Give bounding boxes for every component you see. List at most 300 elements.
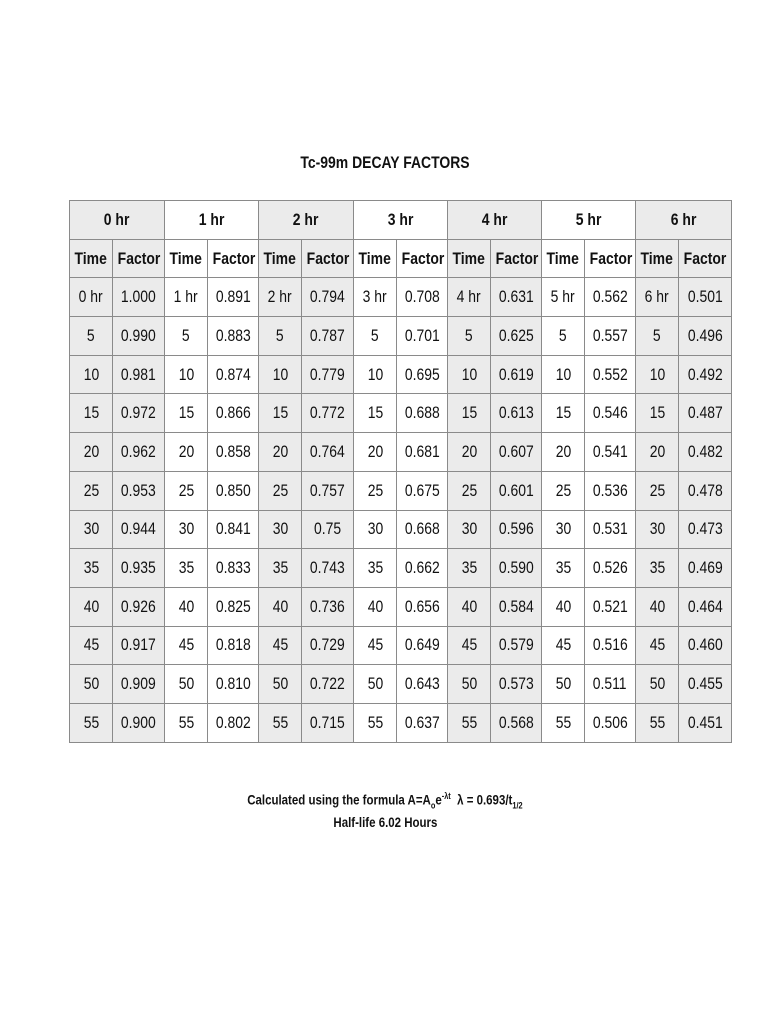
time-cell-value: 20 xyxy=(555,441,571,461)
time-cell-value: 10 xyxy=(272,364,288,384)
sub-header-label: Time xyxy=(74,248,108,268)
time-cell-value: 55 xyxy=(272,712,288,732)
time-cell-value: 15 xyxy=(367,403,383,423)
decay-factor-table xyxy=(69,200,732,743)
sub-header-time xyxy=(165,239,208,278)
time-cell-value: 5 xyxy=(276,325,284,345)
sub-header-factor xyxy=(679,239,732,278)
time-cell xyxy=(70,703,113,742)
time-cell-value: 25 xyxy=(367,480,383,500)
time-cell-value: 15 xyxy=(649,403,665,423)
factor-cell-value: 0.487 xyxy=(687,403,723,423)
formula-exponent: -λt xyxy=(441,791,451,801)
time-cell-value: 30 xyxy=(367,519,383,539)
time-cell xyxy=(448,510,491,549)
group-header-2 xyxy=(259,201,354,240)
formula-subscript-o: o xyxy=(430,800,436,811)
factor-cell xyxy=(491,626,542,665)
factor-cell-value: 0.972 xyxy=(121,403,156,423)
factor-cell-value: 0.596 xyxy=(498,519,534,539)
time-cell-value: 6 hr xyxy=(644,287,670,307)
factor-cell xyxy=(585,549,636,588)
factor-cell xyxy=(302,278,354,317)
time-cell-value: 25 xyxy=(461,480,477,500)
factor-cell-value: 0.883 xyxy=(215,325,251,345)
time-cell xyxy=(259,471,302,510)
time-cell-value: 40 xyxy=(555,596,571,616)
factor-cell xyxy=(679,703,732,742)
sub-header-label: Time xyxy=(452,248,486,268)
factor-cell-value: 0.511 xyxy=(593,674,627,694)
factor-cell xyxy=(491,471,542,510)
time-cell xyxy=(354,549,397,588)
sub-header-label: Time xyxy=(358,248,392,268)
time-cell-value: 40 xyxy=(649,596,665,616)
factor-cell xyxy=(491,703,542,742)
factor-cell-value: 0.536 xyxy=(592,480,628,500)
formula-prefix: Calculated using the formula A=A xyxy=(247,791,431,808)
time-cell-value: 35 xyxy=(83,558,99,578)
table-row xyxy=(70,587,732,626)
factor-cell-value: 0.573 xyxy=(498,674,534,694)
time-cell-value: 5 xyxy=(371,325,379,345)
time-cell-value: 10 xyxy=(461,364,477,384)
factor-cell xyxy=(397,471,448,510)
time-cell-value: 45 xyxy=(272,635,288,655)
factor-cell-value: 0.681 xyxy=(404,441,440,461)
factor-cell xyxy=(585,626,636,665)
factor-cell xyxy=(491,510,542,549)
factor-cell-value: 0.757 xyxy=(310,480,345,500)
time-cell xyxy=(636,433,679,472)
factor-cell xyxy=(491,433,542,472)
time-cell xyxy=(354,317,397,356)
time-cell xyxy=(636,510,679,549)
time-cell-value: 50 xyxy=(178,674,194,694)
factor-cell xyxy=(585,510,636,549)
table-row xyxy=(70,626,732,665)
factor-cell-value: 0.464 xyxy=(687,596,723,616)
time-cell-value: 5 xyxy=(653,325,661,345)
sub-header-label: Factor xyxy=(117,248,161,268)
time-cell-value: 10 xyxy=(367,364,383,384)
factor-cell-value: 0.516 xyxy=(592,635,628,655)
factor-cell xyxy=(113,549,165,588)
time-cell xyxy=(448,317,491,356)
time-cell xyxy=(354,355,397,394)
time-cell xyxy=(70,665,113,704)
factor-cell-value: 0.482 xyxy=(687,441,723,461)
time-cell xyxy=(259,665,302,704)
formula-subscript-half: 1/2 xyxy=(512,800,523,811)
group-header-label: 4 hr xyxy=(481,209,508,229)
factor-cell-value: 0.841 xyxy=(215,519,251,539)
time-cell-value: 40 xyxy=(367,596,383,616)
time-cell-value: 30 xyxy=(178,519,194,539)
factor-cell-value: 0.688 xyxy=(404,403,440,423)
group-header-label: 3 hr xyxy=(387,209,414,229)
factor-cell-value: 0.619 xyxy=(498,364,534,384)
factor-cell-value: 0.926 xyxy=(121,596,156,616)
factor-cell xyxy=(679,587,732,626)
factor-cell xyxy=(302,703,354,742)
factor-cell xyxy=(113,471,165,510)
group-header-label: 1 hr xyxy=(198,209,225,229)
factor-cell xyxy=(113,703,165,742)
time-cell xyxy=(448,665,491,704)
sub-header-label: Factor xyxy=(683,248,727,268)
time-cell-value: 15 xyxy=(178,403,194,423)
factor-cell-value: 0.631 xyxy=(498,287,534,307)
table-body xyxy=(70,278,732,742)
factor-cell xyxy=(679,278,732,317)
time-cell-value: 50 xyxy=(555,674,571,694)
factor-cell-value: 0.729 xyxy=(310,635,345,655)
sub-header-time xyxy=(542,239,585,278)
table-row xyxy=(70,278,732,317)
factor-cell-value: 0.794 xyxy=(310,287,345,307)
group-header-4 xyxy=(448,201,542,240)
factor-cell-value: 0.695 xyxy=(404,364,440,384)
time-cell-value: 40 xyxy=(83,596,99,616)
time-cell-value: 50 xyxy=(367,674,383,694)
sub-header-factor xyxy=(585,239,636,278)
factor-cell xyxy=(491,355,542,394)
factor-cell-value: 0.944 xyxy=(121,519,156,539)
factor-cell-value: 0.810 xyxy=(215,674,251,694)
factor-cell-value: 0.656 xyxy=(404,596,440,616)
factor-cell-value: 0.917 xyxy=(121,635,156,655)
factor-cell-value: 0.662 xyxy=(404,558,440,578)
factor-cell-value: 0.562 xyxy=(592,287,628,307)
factor-cell-value: 0.909 xyxy=(121,674,156,694)
time-cell xyxy=(542,626,585,665)
factor-cell-value: 0.736 xyxy=(310,596,345,616)
factor-cell xyxy=(491,587,542,626)
table-row xyxy=(70,665,732,704)
time-cell-value: 5 xyxy=(559,325,567,345)
factor-cell xyxy=(491,317,542,356)
group-header-1 xyxy=(165,201,259,240)
time-cell-value: 25 xyxy=(272,480,288,500)
factor-cell xyxy=(585,278,636,317)
factor-cell-value: 0.552 xyxy=(592,364,628,384)
time-cell-value: 5 xyxy=(87,325,95,345)
time-cell-value: 50 xyxy=(649,674,665,694)
time-cell-value: 35 xyxy=(272,558,288,578)
time-cell xyxy=(354,587,397,626)
factor-cell-value: 0.451 xyxy=(687,712,723,732)
time-cell xyxy=(259,587,302,626)
sub-header-time xyxy=(354,239,397,278)
time-cell xyxy=(354,510,397,549)
factor-cell-value: 0.708 xyxy=(404,287,440,307)
factor-cell-value: 0.613 xyxy=(498,403,534,423)
time-cell xyxy=(70,510,113,549)
factor-cell-value: 0.858 xyxy=(215,441,251,461)
factor-cell xyxy=(397,703,448,742)
time-cell xyxy=(448,355,491,394)
time-cell xyxy=(542,703,585,742)
factor-cell xyxy=(302,587,354,626)
time-cell-value: 40 xyxy=(178,596,194,616)
sub-header-label: Factor xyxy=(401,248,445,268)
factor-cell-value: 0.874 xyxy=(215,364,251,384)
time-cell-value: 35 xyxy=(461,558,477,578)
factor-cell xyxy=(397,278,448,317)
factor-cell xyxy=(113,278,165,317)
factor-cell xyxy=(302,317,354,356)
time-cell-value: 45 xyxy=(555,635,571,655)
table-row xyxy=(70,510,732,549)
factor-cell xyxy=(679,626,732,665)
factor-cell-value: 0.557 xyxy=(592,325,628,345)
factor-cell xyxy=(302,626,354,665)
time-cell-value: 15 xyxy=(83,403,99,423)
factor-cell-value: 0.526 xyxy=(592,558,628,578)
group-header-6 xyxy=(636,201,732,240)
factor-cell xyxy=(302,433,354,472)
factor-cell-value: 0.891 xyxy=(215,287,251,307)
factor-cell xyxy=(302,355,354,394)
factor-cell-value: 0.850 xyxy=(215,480,251,500)
factor-cell xyxy=(302,510,354,549)
sub-header-label: Time xyxy=(263,248,297,268)
factor-cell-value: 0.601 xyxy=(498,480,534,500)
factor-cell-value: 0.473 xyxy=(687,519,723,539)
time-cell xyxy=(636,278,679,317)
time-cell xyxy=(259,549,302,588)
time-cell-value: 20 xyxy=(178,441,194,461)
factor-cell xyxy=(208,394,259,433)
time-cell xyxy=(636,587,679,626)
time-cell xyxy=(542,433,585,472)
time-cell xyxy=(542,587,585,626)
sub-header-row xyxy=(70,239,732,278)
time-cell-value: 10 xyxy=(178,364,194,384)
formula-e: e xyxy=(435,791,442,808)
factor-cell xyxy=(208,510,259,549)
factor-cell xyxy=(585,317,636,356)
time-cell xyxy=(448,587,491,626)
factor-cell-value: 0.818 xyxy=(215,635,251,655)
time-cell xyxy=(165,394,208,433)
factor-cell xyxy=(113,626,165,665)
factor-cell-value: 0.743 xyxy=(310,558,345,578)
time-cell xyxy=(259,355,302,394)
factor-cell-value: 0.506 xyxy=(592,712,628,732)
time-cell-value: 0 hr xyxy=(78,287,104,307)
factor-cell-value: 0.75 xyxy=(313,519,342,539)
factor-cell xyxy=(491,665,542,704)
time-cell-value: 1 hr xyxy=(173,287,199,307)
time-cell xyxy=(70,471,113,510)
time-cell xyxy=(542,394,585,433)
sub-header-time xyxy=(259,239,302,278)
table-row xyxy=(70,549,732,588)
time-cell xyxy=(448,394,491,433)
time-cell xyxy=(542,355,585,394)
factor-cell xyxy=(397,587,448,626)
factor-cell xyxy=(113,355,165,394)
time-cell xyxy=(259,317,302,356)
factor-cell-value: 0.802 xyxy=(215,712,251,732)
factor-cell-value: 0.649 xyxy=(404,635,440,655)
time-cell xyxy=(165,510,208,549)
time-cell xyxy=(259,626,302,665)
time-cell-value: 55 xyxy=(649,712,665,732)
time-cell xyxy=(636,665,679,704)
time-cell-value: 30 xyxy=(461,519,477,539)
time-cell xyxy=(354,394,397,433)
sub-header-label: Factor xyxy=(589,248,633,268)
factor-cell xyxy=(208,665,259,704)
time-cell xyxy=(448,471,491,510)
time-cell-value: 55 xyxy=(555,712,571,732)
sub-header-factor xyxy=(113,239,165,278)
time-cell xyxy=(542,278,585,317)
factor-cell-value: 0.787 xyxy=(310,325,345,345)
time-cell-value: 50 xyxy=(461,674,477,694)
factor-cell-value: 0.722 xyxy=(310,674,345,694)
factor-cell xyxy=(113,317,165,356)
sub-header-time xyxy=(448,239,491,278)
factor-cell xyxy=(397,317,448,356)
time-cell-value: 35 xyxy=(649,558,665,578)
time-cell xyxy=(354,665,397,704)
factor-cell-value: 0.764 xyxy=(310,441,345,461)
sub-header-factor xyxy=(491,239,542,278)
time-cell xyxy=(165,549,208,588)
time-cell-value: 5 hr xyxy=(550,287,576,307)
time-cell xyxy=(70,626,113,665)
group-header-label: 0 hr xyxy=(104,209,130,229)
time-cell-value: 30 xyxy=(83,519,99,539)
table-row xyxy=(70,394,732,433)
time-cell xyxy=(70,355,113,394)
time-cell-value: 50 xyxy=(83,674,99,694)
group-header-3 xyxy=(354,201,448,240)
time-cell-value: 55 xyxy=(178,712,194,732)
factor-cell xyxy=(585,587,636,626)
time-cell-value: 45 xyxy=(461,635,477,655)
time-cell xyxy=(165,317,208,356)
time-cell-value: 20 xyxy=(272,441,288,461)
time-cell xyxy=(259,433,302,472)
group-header-0 xyxy=(70,201,165,240)
sub-header-label: Factor xyxy=(495,248,539,268)
factor-cell xyxy=(679,394,732,433)
factor-cell-value: 0.675 xyxy=(404,480,440,500)
table-row xyxy=(70,471,732,510)
factor-cell-value: 0.521 xyxy=(592,596,628,616)
time-cell-value: 35 xyxy=(367,558,383,578)
time-cell xyxy=(448,703,491,742)
time-cell-value: 30 xyxy=(272,519,288,539)
time-cell-value: 10 xyxy=(649,364,665,384)
sub-header-label: Time xyxy=(169,248,203,268)
factor-cell xyxy=(208,355,259,394)
factor-cell xyxy=(585,703,636,742)
time-cell xyxy=(70,394,113,433)
factor-cell xyxy=(208,549,259,588)
time-cell xyxy=(542,510,585,549)
time-cell xyxy=(636,703,679,742)
factor-cell-value: 0.643 xyxy=(404,674,440,694)
time-cell xyxy=(354,433,397,472)
time-cell xyxy=(448,433,491,472)
factor-cell xyxy=(679,665,732,704)
factor-cell-value: 0.772 xyxy=(310,403,345,423)
factor-cell-value: 0.779 xyxy=(310,364,345,384)
time-cell xyxy=(259,703,302,742)
table-row xyxy=(70,355,732,394)
time-cell-value: 55 xyxy=(83,712,99,732)
time-cell-value: 3 hr xyxy=(362,287,388,307)
group-header-label: 2 hr xyxy=(293,209,319,229)
factor-cell-value: 0.981 xyxy=(121,364,156,384)
factor-cell-value: 0.866 xyxy=(215,403,251,423)
factor-cell xyxy=(113,433,165,472)
time-cell xyxy=(636,355,679,394)
factor-cell-value: 0.607 xyxy=(498,441,534,461)
time-cell-value: 45 xyxy=(83,635,99,655)
factor-cell xyxy=(679,549,732,588)
time-cell xyxy=(165,433,208,472)
factor-cell-value: 0.584 xyxy=(498,596,534,616)
time-cell xyxy=(542,665,585,704)
factor-cell xyxy=(208,703,259,742)
time-cell xyxy=(165,665,208,704)
factor-cell-value: 0.701 xyxy=(404,325,440,345)
sub-header-label: Factor xyxy=(306,248,350,268)
factor-cell xyxy=(397,665,448,704)
time-cell-value: 35 xyxy=(178,558,194,578)
group-header-5 xyxy=(542,201,636,240)
factor-cell-value: 0.469 xyxy=(687,558,723,578)
time-cell xyxy=(636,549,679,588)
time-cell xyxy=(165,703,208,742)
factor-cell-value: 0.953 xyxy=(121,480,156,500)
factor-cell xyxy=(302,549,354,588)
factor-cell-value: 0.833 xyxy=(215,558,251,578)
factor-cell xyxy=(679,433,732,472)
factor-cell xyxy=(397,433,448,472)
factor-cell xyxy=(679,317,732,356)
time-cell-value: 10 xyxy=(83,364,99,384)
factor-cell xyxy=(302,394,354,433)
time-cell xyxy=(636,626,679,665)
factor-cell xyxy=(397,626,448,665)
group-header-row xyxy=(70,201,732,240)
factor-cell-value: 0.579 xyxy=(498,635,534,655)
time-cell-value: 55 xyxy=(367,712,383,732)
time-cell-value: 5 xyxy=(465,325,473,345)
factor-cell-value: 0.825 xyxy=(215,596,251,616)
time-cell-value: 20 xyxy=(649,441,665,461)
time-cell xyxy=(70,587,113,626)
time-cell-value: 40 xyxy=(461,596,477,616)
factor-cell xyxy=(208,587,259,626)
time-cell-value: 20 xyxy=(461,441,477,461)
time-cell xyxy=(165,355,208,394)
time-cell-value: 20 xyxy=(367,441,383,461)
time-cell-value: 4 hr xyxy=(456,287,482,307)
factor-cell-value: 0.460 xyxy=(687,635,723,655)
sub-header-label: Time xyxy=(546,248,580,268)
table-row xyxy=(70,433,732,472)
factor-cell-value: 0.496 xyxy=(687,325,723,345)
